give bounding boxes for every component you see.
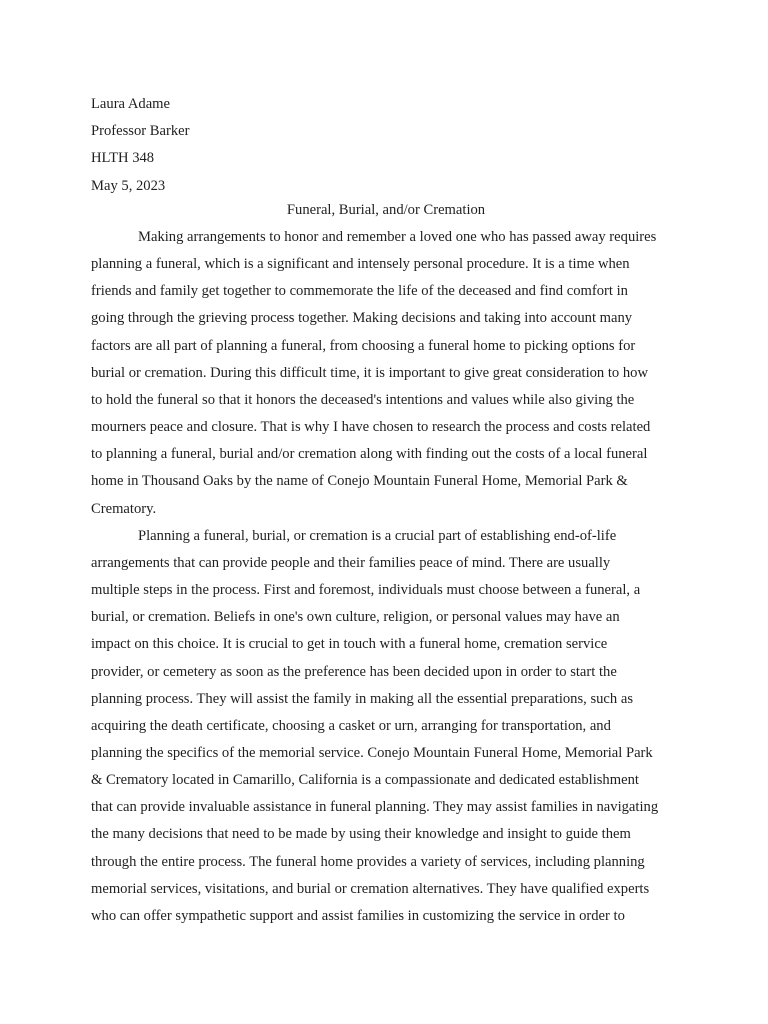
paragraph-1-line: Making arrangements to honor and remember a loved one who has passed away requires [138, 229, 657, 245]
paragraph-2-line: arrangements that can provide people and their families peace of mind. There are usually [91, 554, 611, 571]
paragraph-2-line: through the entire process. The funeral home provides a variety of services, including planning [91, 853, 645, 870]
paragraph-2-line: acquiring the death certificate, choosing a casket or urn, arranging for transportation, and [91, 717, 611, 734]
paragraph-2-line: & Crematory located in Camarillo, California is a compassionate and dedicated establishment [91, 772, 639, 789]
paragraph-2-line: multiple steps in the process. First and foremost, individuals must choose between a funeral, a [91, 582, 641, 599]
paragraph-2-line: planning process. They will assist the family in making all the essential preparations, such as [91, 690, 634, 707]
paragraph-2-line: that can provide invaluable assistance in funeral planning. They may assist families in navigating [91, 799, 659, 816]
paragraph-2-line: provider, or cemetery as soon as the preference has been decided upon in order to start the [91, 663, 617, 680]
author-name: Laura Adame [91, 96, 171, 112]
paragraph-1-line: factors are all part of planning a funeral, from choosing a funeral home to picking options for [91, 337, 636, 354]
professor-name: Professor Barker [91, 123, 190, 140]
course-code: HLTH 348 [91, 150, 155, 167]
paragraph-2-line: impact on this choice. It is crucial to get in touch with a funeral home, cremation service [91, 636, 608, 653]
paragraph-1-line: burial or cremation. During this difficult time, it is important to give great consideration to how [91, 364, 649, 381]
paragraph-2-line: Planning a funeral, burial, or cremation is a crucial part of establishing end-of-life [138, 527, 617, 544]
paragraph-1-line: to hold the funeral so that it honors the deceased's intentions and values while also giving the [91, 391, 635, 408]
paragraph-2-line: planning the specifics of the memorial service. Conejo Mountain Funeral Home, Memorial Park [91, 744, 653, 761]
paragraph-1-line: home in Thousand Oaks by the name of Conejo Mountain Funeral Home, Memorial Park & [91, 473, 628, 490]
essay-date: May 5, 2023 [91, 177, 166, 194]
essay-body [91, 224, 691, 930]
paragraph-2-line: who can offer sympathetic support and assist families in customizing the service in order to [91, 907, 625, 924]
paragraph-1-line: friends and family get together to commemorate the life of the deceased and find comfort in [91, 283, 628, 300]
paragraph-1-line: to planning a funeral, burial and/or cremation along with finding out the costs of a local funeral [91, 446, 648, 463]
paragraph-2-line: burial, or cremation. Beliefs in one's own culture, religion, or personal values may have an [91, 609, 620, 626]
paragraph-1-line: mourners peace and closure. That is why I have chosen to research the process and costs related [91, 419, 651, 436]
paragraph-1-line: planning a funeral, which is a significant and intensely personal procedure. It is a time when [91, 256, 630, 273]
essay-header [91, 91, 189, 200]
paragraph-2-line: the many decisions that need to be made by using their knowledge and insight to guide them [91, 826, 631, 843]
paragraph-2-line: memorial services, visitations, and burial or cremation alternatives. They have qualified experts [91, 880, 650, 897]
essay-title: Funeral, Burial, and/or Cremation [286, 202, 486, 218]
paragraph-1-line: going through the grieving process together. Making decisions and taking into account many [91, 310, 633, 327]
paragraph-1-line: Crematory. [91, 500, 157, 517]
